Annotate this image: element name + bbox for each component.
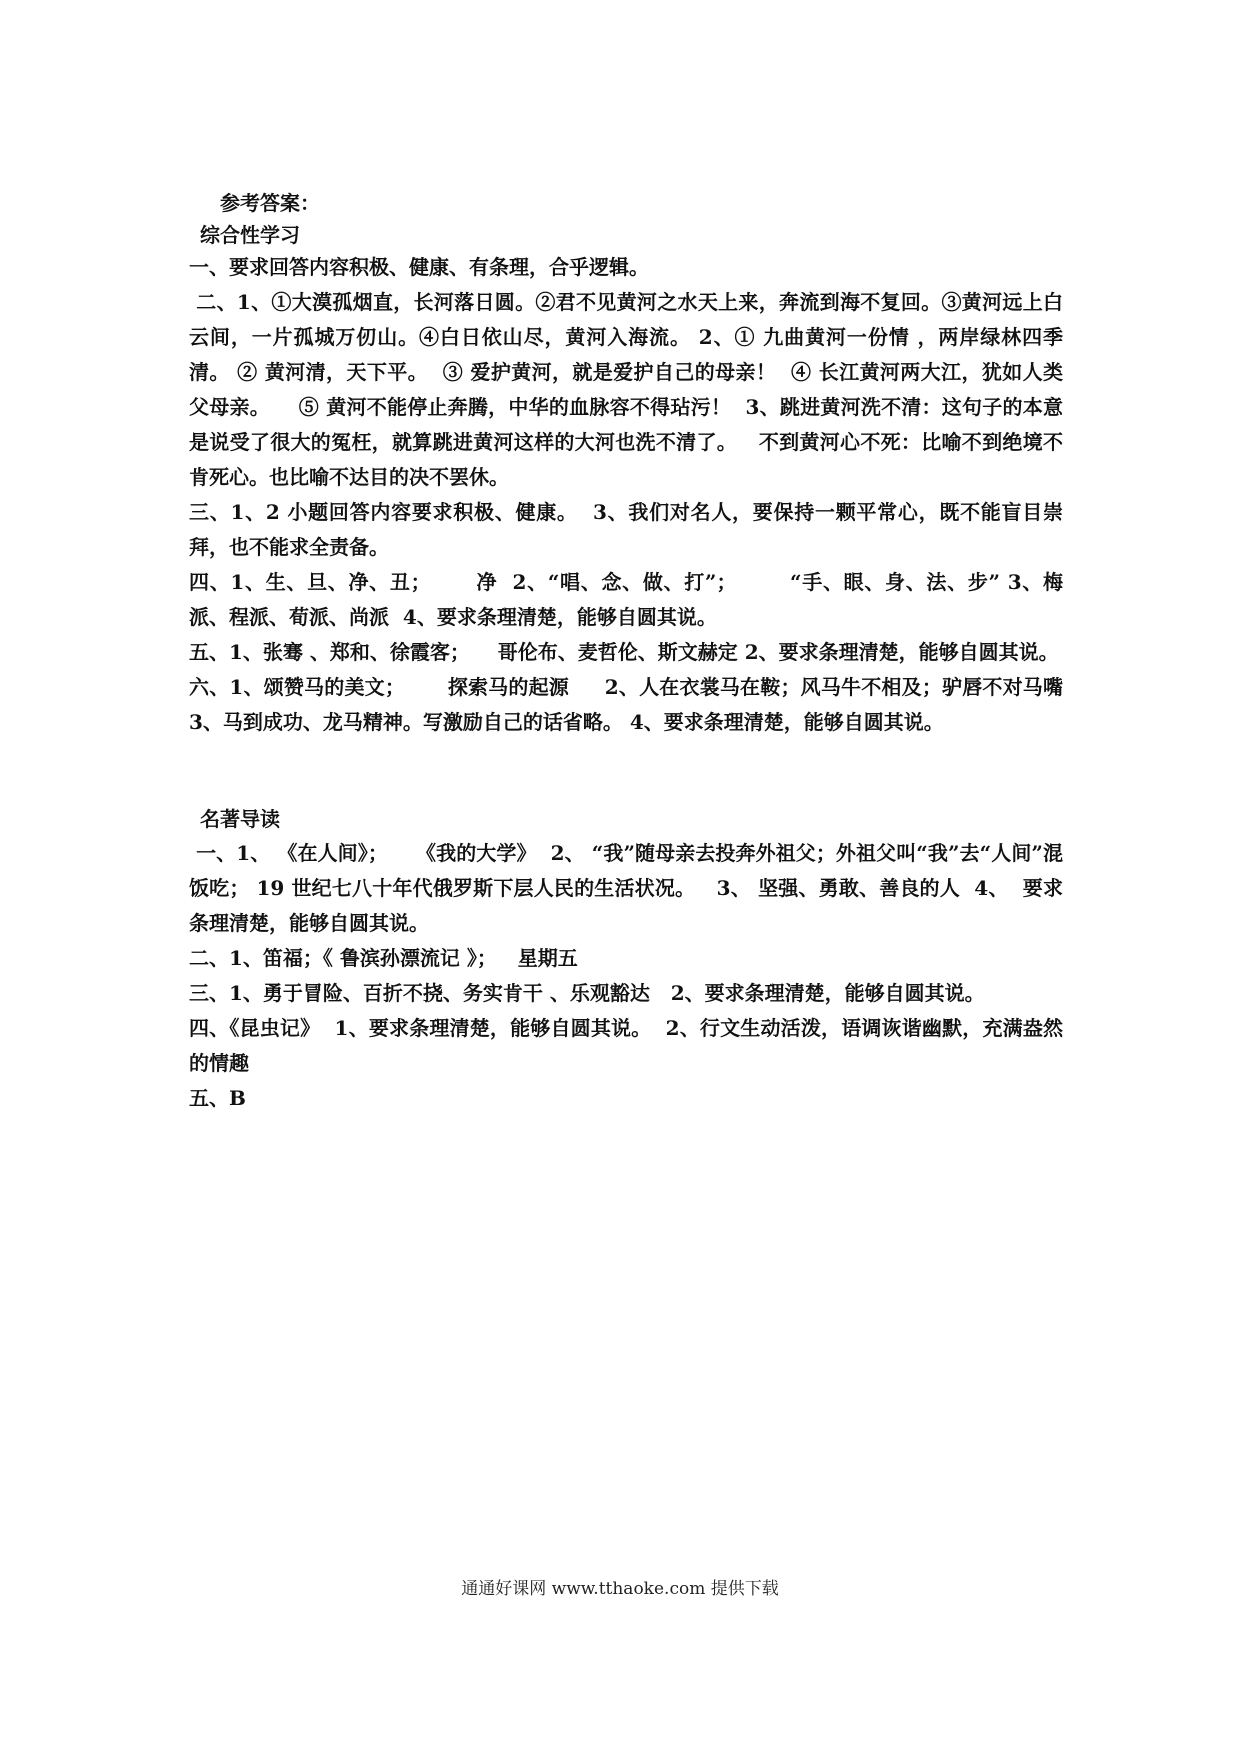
answer-title: 参考答案： — [220, 191, 320, 215]
answer-item-6: 六、1、颂赞马的美文； 探索马的起源 2、人在衣裳马在鞍；风马牛不相及；驴唇不对马嘴 3、马到成功、龙马精神。写激励自己的话省略。 4、要求条理清楚，能够自圆其说。 — [189, 675, 1070, 734]
answer-item-1: 一、要求回答内容积极、健康、有条理，合乎逻辑。 — [189, 255, 649, 279]
section-classic-reading — [189, 836, 1063, 1116]
section-title-classic-reading: 名著导读 — [200, 807, 280, 831]
answer-item-4: 四、1、生、旦、净、丑； 净 2、“唱、念、做、打”； “手、眼、身、法、步” 3、梅派、程派、荀派、尚派 4、要求条理清楚，能够自圆其说。 — [189, 570, 1063, 629]
section-comprehensive-study — [189, 250, 1070, 740]
answer-item-3: 三、1、2 小题回答内容要求积极、健康。 3、我们对名人，要保持一颗平常心，既不能盲目崇拜，也不能求全责备。 — [189, 500, 1063, 559]
reading-item-2: 二、1、笛福；《 鲁滨孙漂流记 》； 星期五 — [189, 946, 578, 970]
answer-item-5: 五、1、张骞 、郑和、徐霞客； 哥伦布、麦哲伦、斯文赫定 2、要求条理清楚，能够自圆其说。 — [189, 640, 1059, 664]
reading-item-5: 五、B — [189, 1086, 246, 1110]
answer-item-2: 二、1、①大漠孤烟直，长河落日圆。②君不见黄河之水天上来，奔流到海不复回。③黄河远上白云间，一片孤城万仞山。④白日依山尽，黄河入海流。 2、① 九曲黄河一份情 ，两岸绿林四季清。 ② 黄河清，天下平。 ③ 爱护黄河，就是爱护自己的母亲！ ④ 长江黄河两大江，犹如人类父母亲。 ⑤ 黄河不能停止奔腾，中华的血脉容不得玷污！ 3、跳进黄河洗不清：这句子的本意是说受了很大的冤枉，就算跳进黄河这样的大河也洗不清了。 不到黄河心不死：比喻不到绝境不肯死心。也比喻不达目的决不罢休。 — [189, 290, 1064, 489]
section-title-comprehensive-study: 综合性学习 — [200, 223, 300, 247]
reading-item-1: 一、1、 《在人间》； 《我的大学》 2、 “我”随母亲去投奔外祖父；外祖父叫“我”去“人间”混饭吃； 19 世纪七八十年代俄罗斯下层人民的生活状况。 3、 坚强、勇敢、善良的人 4、 要求条理清楚，能够自圆其说。 — [189, 841, 1064, 935]
download-footer: 通通好课网 www.tthaoke.com 提供下载 — [461, 1579, 779, 1599]
reading-item-3: 三、1、勇于冒险、百折不挠、务实肯干 、乐观豁达 2、要求条理清楚，能够自圆其说。 — [189, 981, 985, 1005]
reading-item-4: 四、《昆虫记》 1、要求条理清楚，能够自圆其说。 2、行文生动活泼，语调诙谐幽默，充满盎然的情趣 — [189, 1016, 1063, 1075]
